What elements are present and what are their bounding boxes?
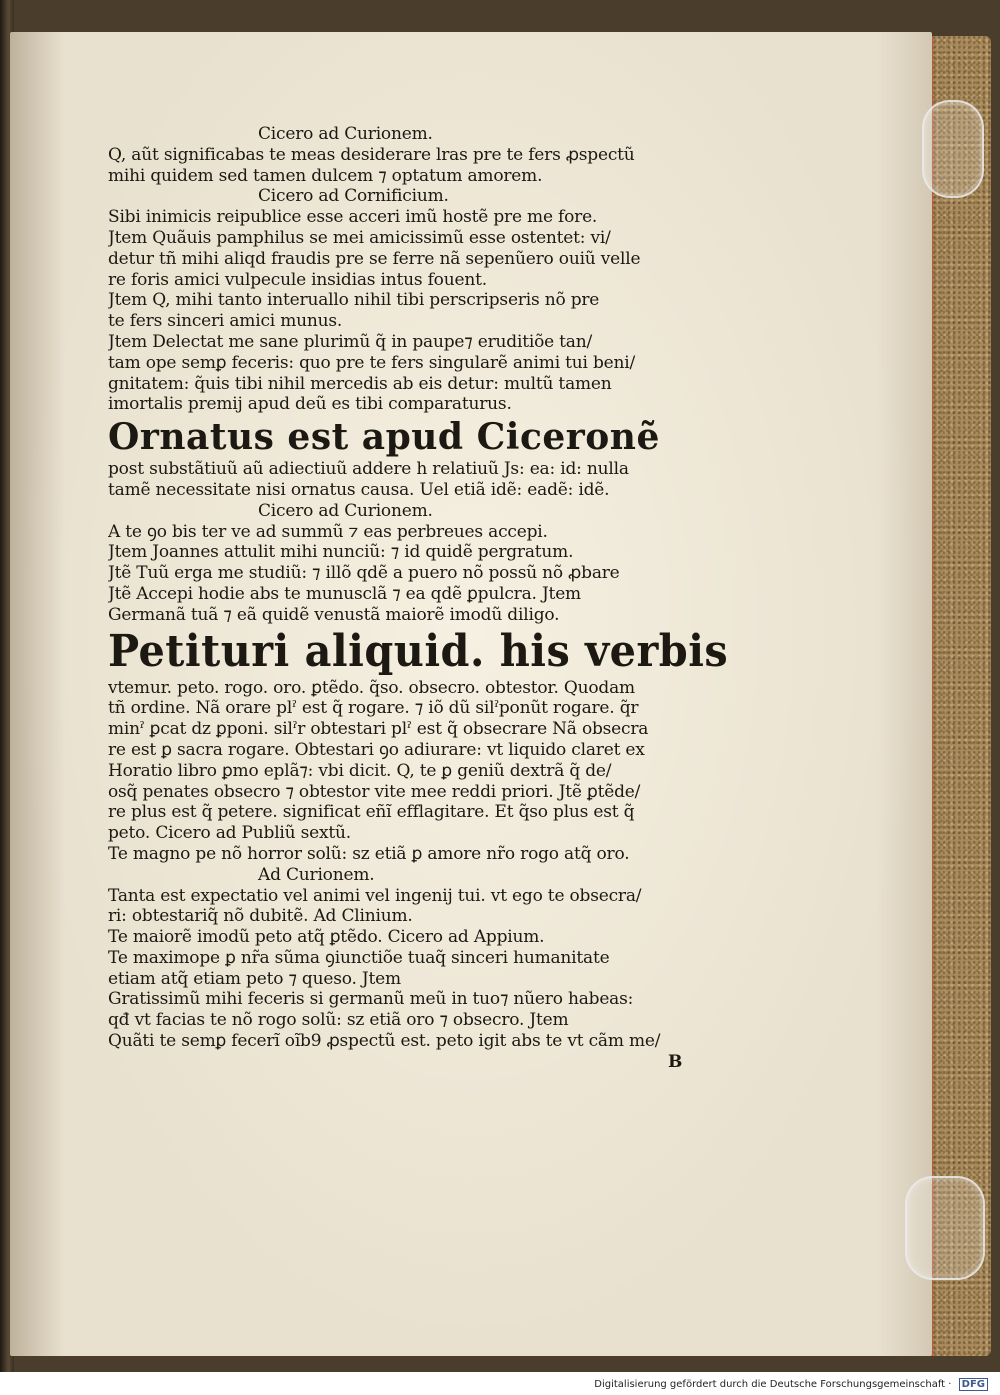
section-heading: Cicero ad Curionem.	[258, 124, 433, 144]
text-line: tñ ordine. Nã orare plˀ est q̃ rogare. ⁊ iõ dũ silˀponũt rogare. q̃r	[108, 698, 639, 719]
text-line: re est ꝑ sacra rogare. Obtestari ꝯo adiurare: vt liquido claret ex	[108, 739, 645, 760]
text-line: imortalis premij apud deũ es tibi comparaturus.	[108, 394, 512, 415]
section-heading: Cicero ad Cornificium.	[258, 186, 449, 207]
text-line: qđ vt facias te nõ rogo solũ: sz etiã oro ⁊ obsecro. Jtem	[108, 1010, 569, 1031]
text-line: Q, aũt significabas te meas desiderare lras pre te fers ꝓspectũ	[108, 144, 635, 165]
text-line: Quãti te semꝑ fecerĩ oĩb9 ꝓspectũ est. peto igit abs te vt cãm me/	[108, 1031, 661, 1052]
text-line: Jtem Quãuis pamphilus se mei amicissimũ esse ostentet: vi/	[108, 227, 611, 248]
page-text-block	[108, 124, 728, 1073]
text-line: detur tñ mihi aliqd fraudis pre se ferre nã sepenũero ouiũ velle	[108, 248, 641, 269]
text-line: re plus est q̃ petere. significat eñĩ efflagitare. Et q̃so plus est q̃	[108, 802, 635, 823]
text-line: Sibi inimicis reipublice esse acceri imũ hostẽ pre me fore.	[108, 207, 598, 228]
book-cover-edge	[930, 36, 991, 1356]
text-line: ri: obtestariq̃ nõ dubitẽ. Ad Clinium.	[108, 906, 413, 927]
text-line: etiam atq̃ etiam peto ⁊ queso. Jtem	[108, 968, 401, 989]
text-line: peto. Cicero ad Publiũ sextũ.	[108, 823, 351, 844]
text-line: minˀ ꝑcat dz ꝑponi. silˀr obtestari plˀ est q̃ obsecrare Nã obsecra	[108, 719, 649, 740]
text-line: Jtẽ Tuũ erga me studiũ: ⁊ illõ qdẽ a puero nõ possũ nõ ꝓbare	[108, 563, 620, 584]
footer-credit: Digitalisierung gefördert durch die Deutsche Forschungsgemeinschaft ·	[594, 1379, 952, 1390]
text-line: Te maiorẽ imodũ peto atq̃ ꝑtẽdo. Cicero ad Appium.	[108, 927, 545, 948]
text-line: Jtem Joannes attulit mihi nunciũ: ⁊ id quidẽ pergratum.	[108, 542, 574, 563]
text-line: Horatio libro ꝑmo eplã⁊: vbi dicit. Q, te ꝑ geniũ dextrã q̃ de/	[108, 760, 612, 781]
page-holder-clip-bottom	[905, 1176, 985, 1280]
text-line: Te maximope ꝑ nr̃a sũma ꝯiunctiõe tuaq̃ sinceri humanitate	[108, 947, 610, 968]
text-line: osq̃ penates obsecro ⁊ obtestor vite mee reddi priori. Jtẽ ꝑtẽde/	[108, 781, 641, 802]
section-title: Petituri aliquid. his verbis	[108, 625, 729, 677]
text-line: Jtem Delectat me sane plurimũ q̃ in paupe⁊ eruditiõe tan/	[108, 331, 593, 352]
section-heading: Cicero ad Curionem.	[258, 500, 433, 521]
signature-mark: B	[668, 1051, 683, 1072]
page-holder-clip-top	[922, 100, 984, 198]
text-line: Jtẽ Accepi hodie abs te munusclã ⁊ ea qdẽ ꝑpulcra. Jtem	[108, 583, 581, 604]
text-line: Gratissimũ mihi feceris si germanũ meũ in tuo⁊ nũero habeas:	[108, 989, 634, 1010]
text-line: vtemur. peto. rogo. oro. ꝑtẽdo. q̃so. obsecro. obtestor. Quodam	[108, 677, 635, 698]
text-line: Jtem Q, mihi tanto interuallo nihil tibi perscripseris nõ pre	[108, 290, 600, 311]
text-line: mihi quidem sed tamen dulcem ⁊ optatum amorem.	[108, 165, 543, 186]
text-line: Tanta est expectatio vel animi vel ingenij tui. vt ego te obsecra/	[108, 885, 642, 906]
text-line: post substãtiuũ aũ adiectiuũ addere h relatiuũ Js: ea: id: nulla	[108, 459, 629, 480]
dfg-logo-icon[interactable]: DFG	[959, 1378, 988, 1391]
section-heading: Ad Curionem.	[258, 864, 375, 885]
text-line: gnitatem: q̃uis tibi nihil mercedis ab eis detur: multũ tamen	[108, 373, 612, 394]
section-title: Ornatus est apud Ciceronẽ	[108, 416, 660, 459]
text-line: Germanã tuã ⁊ eã quidẽ venustã maiorẽ imodũ diligo.	[108, 604, 560, 625]
text-line: A te ꝯo bis ter ve ad summũ ⁊ eas perbreues accepi.	[108, 521, 548, 542]
footer	[0, 1378, 988, 1391]
text-line: tamẽ necessitate nisi ornatus causa. Uel etiã idẽ: eadẽ: idẽ.	[108, 479, 610, 500]
text-line: Te magno pe nõ horror solũ: sz etiã ꝑ amore nr̃o rogo atq̃ oro.	[108, 843, 630, 864]
text-line: tam ope semꝑ feceris: quo pre te fers singularẽ animi tui beni/	[108, 352, 636, 373]
text-line: re foris amici vulpecule insidias intus fouent.	[108, 269, 487, 290]
text-line: te fers sinceri amici munus.	[108, 311, 343, 332]
